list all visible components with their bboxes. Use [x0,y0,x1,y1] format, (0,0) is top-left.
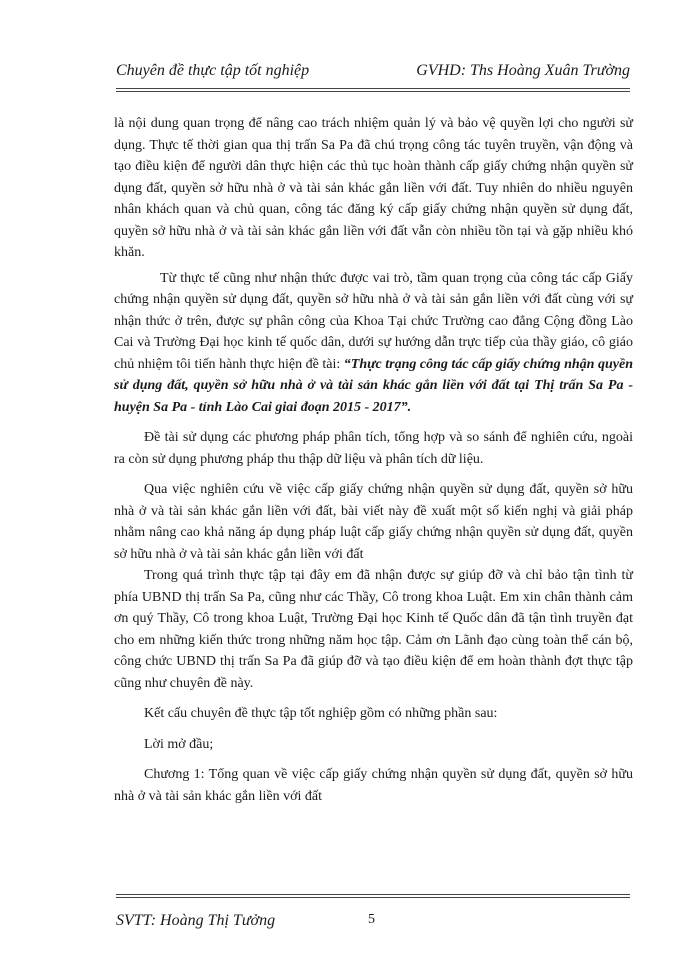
paragraph-7: Lời mở đầu; [144,736,214,752]
document-body [114,113,633,807]
header-advisor: GVHD: Ths Hoàng Xuân Trường [416,62,630,79]
header-title: Chuyên đề thực tập tốt nghiệp [116,62,310,79]
page-number: 5 [368,912,375,927]
header-rule-double [116,91,630,92]
footer-author: SVTT: Hoàng Thị Tưởng [116,912,276,929]
paragraph-1: là nội dung quan trọng để nâng cao trách nhiệm quản lý và bảo vệ quyền lợi cho người sử dụng. Thực tế thời gian qua thị trấn Sa Pa đã chú trọng công tác tuyên truyền, vận động và tạo điều kiện để người dân thực hiện các thủ tục hoàn thành cấp giấy chứng nhận quyền sử dụng đất, quyền sở hữu nhà ở và tài sản khác gắn liền với đất. Tuy nhiên do nhiều nguyên nhân khách quan và chủ quan, công tác đăng ký cấp giấy chứng nhận quyền sử dụng đất, quyền sở hữu nhà ở và tài sản khác gắn liền với đất vẫn còn nhiều tồn tại và gặp nhiều khó khăn. [114,116,633,260]
paragraph-2 [114,268,633,419]
paragraph-4: Qua việc nghiên cứu về việc cấp giấy chứng nhận quyền sử dụng đất, quyền sở hữu nhà ở và tài sản khác gắn liền với đất, bài viết này đề xuất một số kiến nghị và giải pháp nhằm nâng cao khả năng áp dụng pháp luật cấp giấy chứng nhận quyền sử dụng đất, quyền sở hữu nhà ở và tài sản khác gắn liền với đất [114,482,633,562]
paragraph-5: Trong quá trình thực tập tại đây em đã nhận được sự giúp đỡ và chỉ bảo tận tình từ phía UBND thị trấn Sa Pa, cũng như các Thầy, Cô trong khoa Luật. Em xin chân thành cảm ơn quý Thầy, Cô trong khoa Luật, Trường Đại học Kinh tế Quốc dân đã tận tình truyền đạt cho em những kiến thức trong những năm học tập. Cảm ơn Lãnh đạo cùng toàn thể cán bộ, công chức UBND thị trấn Sa Pa đã giúp đỡ và tạo điều kiện để em hoàn thành đợt thực tập cũng như chuyên đề này. [114,568,633,691]
footer-rule [116,894,630,895]
thesis-title: “Thực trạng công tác cấp giấy chứng nhận quyền sử dụng đất, quyền sở hữu nhà ở và tài sản khác gắn liền với đất tại Thị trấn Sa Pa - huyện Sa Pa - tỉnh Lào Cai giai đoạn 2015 - 2017”. [114,356,633,415]
page-header [116,62,630,86]
paragraph-8: Chương 1: Tổng quan về việc cấp giấy chứng nhận quyền sử dụng đất, quyền sở hữu nhà ở và tài sản khác gắn liền với đất [114,767,633,804]
paragraph-2-text: Từ thực tế cũng như nhận thức được vai trò, tầm quan trọng của công tác cấp Giấy chứng nhận quyền sử dụng đất, quyền sở hữu nhà ở và tài sản gắn liền với đất cùng với sự nhận thức ở trên, được sự phân công của Khoa Tại chức Trường cao đẳng Cộng đồng Lào Cai và Trường Đại học kinh tế quốc dân, dưới sự hướng dẫn trực tiếp của thầy giáo, cô giáo chủ nhiệm tôi tiến hành thực hiện đề tài: [114,270,633,372]
footer-rule-double [116,897,630,898]
paragraph-3: Đề tài sử dụng các phương pháp phân tích, tổng hợp và so sánh để nghiên cứu, ngoài ra còn sử dụng phương pháp thu thập dữ liệu và phân tích dữ liệu. [114,430,633,467]
header-rule [116,88,630,89]
paragraph-6: Kết cấu chuyên đề thực tập tốt nghiệp gồm có những phần sau: [144,706,498,721]
